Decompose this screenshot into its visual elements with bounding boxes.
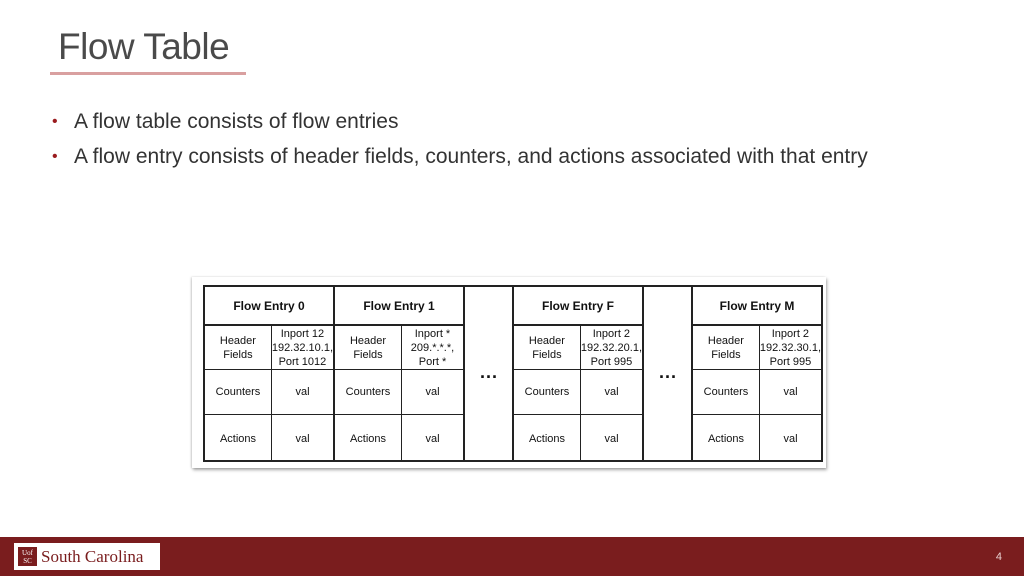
flow-entry-f	[512, 285, 644, 462]
header-fields-label: Header Fields	[514, 326, 581, 369]
flow-entry-title: Flow Entry F	[514, 287, 642, 326]
bullet-item	[52, 139, 868, 174]
bullet-item	[52, 104, 868, 139]
title-underline	[50, 72, 246, 75]
flow-entry-title: Flow Entry M	[693, 287, 821, 326]
actions-label: Actions	[693, 415, 760, 462]
slide-title: Flow Table	[58, 26, 230, 67]
flow-entry-title: Flow Entry 1	[335, 287, 463, 326]
actions-label: Actions	[514, 415, 581, 462]
header-fields-value: Inport * 209.*.*.*, Port *	[410, 327, 455, 368]
flow-entry-title: Flow Entry 0	[205, 287, 333, 326]
bullet-list	[52, 104, 868, 174]
header-fields-label: Header Fields	[693, 326, 760, 369]
bullet-marker: •	[52, 113, 58, 130]
counters-label: Counters	[205, 370, 272, 414]
header-fields-value: Inport 2 192.32.30.1, Port 995	[759, 327, 821, 368]
bullet-text: A flow entry consists of header fields, counters, and actions associated with that entry	[74, 145, 868, 168]
header-fields-label: Header Fields	[335, 326, 402, 369]
ellipsis: ...	[658, 362, 677, 382]
flow-entry-1	[333, 285, 465, 462]
ellipsis-gap	[465, 285, 513, 462]
logo-text: South Carolina	[41, 546, 144, 566]
ellipsis: ...	[479, 362, 498, 382]
actions-value: val	[604, 432, 619, 445]
counters-value: val	[783, 386, 798, 398]
counters-label: Counters	[693, 370, 760, 414]
actions-value: val	[295, 432, 310, 445]
footer-bar	[0, 537, 1024, 576]
flow-entry-0	[203, 285, 335, 462]
counters-value: val	[425, 386, 440, 398]
header-fields-label: Header Fields	[205, 326, 272, 369]
ellipsis-gap	[644, 285, 692, 462]
university-logo	[14, 543, 160, 570]
counters-label: Counters	[514, 370, 581, 414]
bullet-text: A flow table consists of flow entries	[74, 110, 399, 133]
header-fields-value: Inport 12 192.32.10.1, Port 1012	[271, 327, 333, 368]
actions-label: Actions	[335, 415, 402, 462]
counters-value: val	[604, 386, 619, 398]
flow-table-diagram	[192, 277, 826, 468]
flow-entry-m	[691, 285, 823, 462]
actions-value: val	[783, 432, 798, 445]
bullet-marker: •	[52, 148, 58, 165]
page-number: 4	[995, 551, 1002, 563]
logo-mark-icon: Uof SC	[18, 547, 37, 566]
actions-value: val	[425, 432, 440, 445]
actions-label: Actions	[205, 415, 272, 462]
header-fields-value: Inport 2 192.32.20.1, Port 995	[580, 327, 642, 368]
counters-value: val	[295, 386, 310, 398]
counters-label: Counters	[335, 370, 402, 414]
